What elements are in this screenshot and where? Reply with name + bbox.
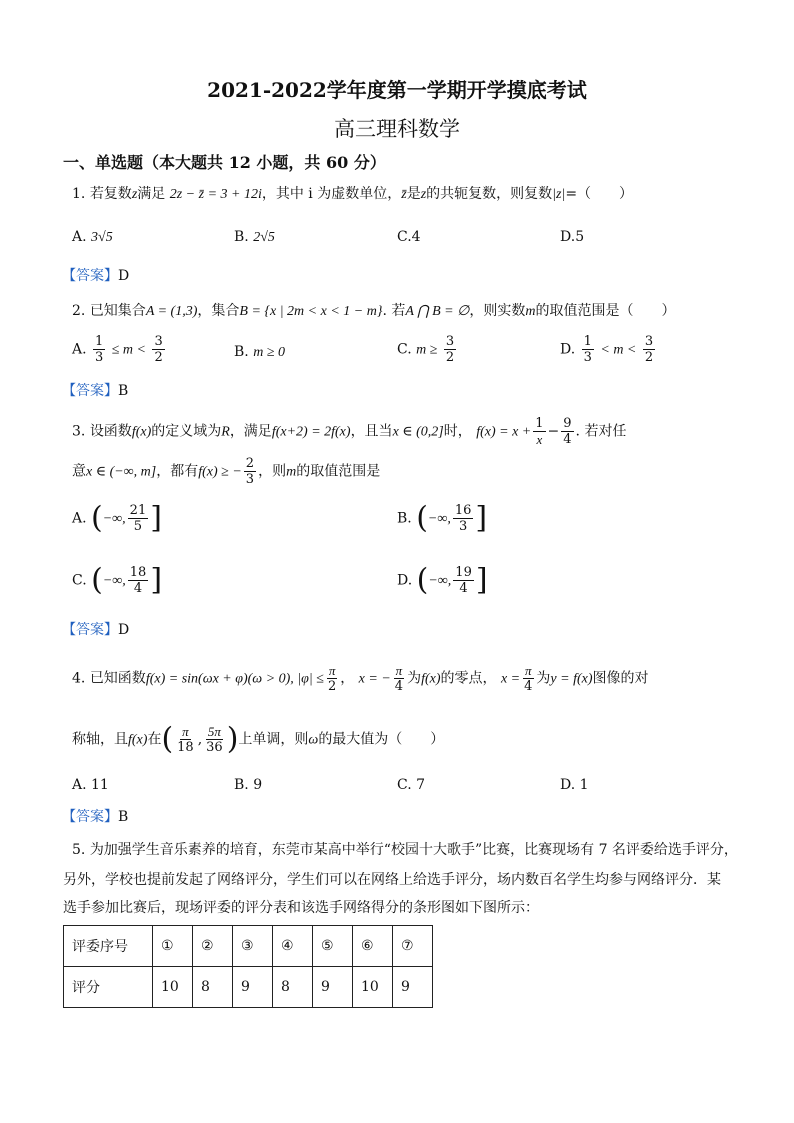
q3-text: . 若对任 — [575, 423, 627, 440]
option-label: B. — [397, 510, 412, 527]
q4-text: 已知函数 — [89, 670, 146, 687]
option-value: 3√5 — [91, 230, 113, 245]
answer-line — [62, 619, 129, 639]
answer-value: D — [118, 622, 130, 638]
q2-set-b: B = {x | 2m < x < 1 − m} — [239, 304, 383, 319]
option-a: A. (−∞, $\frac{21}{5}$ ] — [72, 500, 162, 536]
question-number: 1. — [72, 186, 86, 202]
option-value: 7 — [416, 777, 426, 793]
q1-text: 若复数 — [89, 186, 132, 202]
score-cell: 8 — [273, 967, 313, 1008]
q1-var: z — [131, 187, 138, 202]
answer-value: D — [118, 268, 130, 284]
answer-value: B — [118, 809, 129, 825]
q2-text: . 若 — [382, 303, 406, 319]
question-1 — [72, 184, 633, 205]
q4-text: 在 — [147, 731, 162, 748]
q4-text: 为 — [536, 670, 551, 687]
option-a — [72, 777, 109, 793]
q4-text: 图像的对 — [592, 670, 649, 687]
question-2 — [72, 301, 675, 322]
option-label: A. — [72, 510, 87, 527]
option-value: 2√5 — [253, 230, 275, 245]
option-b — [234, 777, 262, 793]
q4-func: f(x) — [128, 732, 148, 748]
option-label: C. — [397, 229, 412, 245]
q3-text: ，且当 — [350, 423, 393, 440]
score-cell: 10 — [353, 967, 393, 1008]
option-value: −∞, — [102, 511, 126, 527]
q3-text: 意 — [72, 463, 86, 480]
q3-inequality: f(x) ≥ − — [198, 464, 242, 480]
option-c — [397, 334, 458, 365]
option-value: −∞, — [427, 511, 451, 527]
answer-line — [62, 380, 128, 400]
fraction: $\frac{1}{x}$ — [535, 416, 544, 447]
q1-text: 是 — [406, 186, 421, 202]
exam-title: 2021-2022学年度第一学期开学摸底考试 — [207, 78, 587, 102]
q2-var: m — [525, 304, 536, 319]
q4-text: 称轴，且 — [72, 731, 128, 748]
fraction: $\frac{18}{4}$ — [129, 565, 147, 596]
fraction: $\frac{9}{4}$ — [563, 416, 572, 447]
q3-equation: f(x) = x + — [476, 424, 532, 440]
q3-text: 设函数 — [89, 423, 132, 440]
q2-text: 的取值范围是（ ） — [535, 303, 676, 319]
section-heading: 一、单选题（本大题共 12 小题，共 60 分） — [63, 153, 386, 172]
score-cell: 8 — [193, 967, 233, 1008]
option-value: m ≥ — [416, 342, 438, 358]
option-value: 9 — [253, 777, 263, 793]
option-label: B. — [234, 777, 249, 793]
q2-text: ，集合 — [197, 303, 240, 319]
judge-number-cell: ⑥ — [353, 926, 393, 967]
fraction: $\frac{\pi}{4}$ — [394, 663, 404, 694]
option-label: A. — [72, 777, 87, 793]
q3-text: 时， — [443, 423, 472, 440]
q3-text: ，满足 — [229, 423, 272, 440]
option-c — [397, 229, 421, 245]
q2-intersection: A ⋂ B = ∅ — [405, 304, 470, 319]
q1-text: 的共轭复数，则复数 — [426, 186, 553, 202]
q1-text: 满足 — [137, 186, 166, 202]
judge-number-cell: ① — [153, 926, 193, 967]
score-cell: 10 — [153, 967, 193, 1008]
q1-text: =（ ） — [565, 186, 634, 202]
fraction: $\frac{5\pi}{36}$ — [206, 724, 223, 755]
fraction: $\frac{19}{4}$ — [455, 565, 472, 596]
table-header-cell: 评分 — [64, 967, 153, 1008]
q3-op: − — [547, 423, 560, 440]
table-row — [64, 967, 433, 1008]
q2-text: 已知集合 — [89, 303, 146, 319]
option-label: B. — [234, 344, 249, 360]
fraction: $\frac{\pi}{2}$ — [327, 663, 337, 694]
q4-text: 的最大值为（ ） — [318, 731, 445, 748]
option-label: C. — [397, 777, 412, 793]
fraction: $\frac{1}{3}$ — [95, 334, 104, 365]
question-number: 5. — [72, 842, 86, 858]
option-label: A. — [72, 229, 87, 245]
answer-tag: 【答案】 — [62, 809, 118, 825]
question-3 — [72, 416, 626, 447]
q3-equation: f(x+2) = 2f(x) — [271, 424, 351, 440]
option-label: D. — [397, 572, 413, 589]
question-4-line2: 称轴，且f(x)在( $\frac{\pi}{18}$ , $\frac{5\pi}{36}$ )上单调，则ω的最大值为（ ） — [72, 721, 445, 757]
fraction: $\frac{2}{3}$ — [245, 456, 255, 487]
q4-func: f(x) — [421, 671, 441, 687]
q4-omega: ω — [308, 732, 319, 748]
option-label: D. — [560, 341, 576, 358]
q2-set-a: A = (1,3) — [145, 304, 198, 319]
fraction: $\frac{\pi}{18}$ — [177, 724, 194, 755]
option-label: D. — [560, 229, 576, 245]
option-value: 4 — [411, 229, 421, 245]
option-label: C. — [397, 341, 412, 358]
option-c: C. (−∞, $\frac{18}{4}$ ] — [72, 562, 163, 598]
q3-text: ，都有 — [156, 463, 199, 480]
judge-number-cell: ⑦ — [393, 926, 433, 967]
q1-var: z — [420, 187, 427, 202]
option-value: −∞, — [102, 573, 126, 589]
option-value: 5 — [575, 229, 585, 245]
subject-title: 高三理科数学 — [334, 117, 460, 141]
q5-line3: 选手参加比赛后，现场评委的评分表和该选手网络得分的条形图如下图所示： — [63, 900, 539, 916]
q4-text: 的零点， — [440, 670, 497, 687]
option-b — [234, 344, 285, 361]
q3-text: 的定义域为 — [151, 423, 222, 440]
table-header-cell: 评委序号 — [64, 926, 153, 967]
answer-line — [62, 265, 129, 285]
fraction: $\frac{\pi}{4}$ — [524, 663, 533, 694]
answer-value: B — [118, 383, 129, 399]
option-label: B. — [234, 229, 249, 245]
q5-line2: 另外，学校也提前发起了网络评分，学生们可以在网络上给选手评分，场内数百名学生均参与网络评分．某 — [63, 872, 721, 888]
q2-text: ，则实数 — [469, 303, 526, 319]
judge-number-cell: ③ — [233, 926, 273, 967]
option-value: m ≥ 0 — [253, 345, 285, 360]
fraction: $\frac{3}{2}$ — [445, 334, 455, 365]
option-c — [397, 777, 425, 793]
option-b: B. (−∞, $\frac{16}{3}$ ] — [397, 500, 488, 536]
fraction: $\frac{21}{5}$ — [129, 503, 147, 534]
q1-zbar: z̄ — [401, 187, 407, 202]
question-4 — [72, 663, 649, 694]
q3-condition: x ∈ (−∞, m] — [86, 464, 157, 480]
option-value: < m < — [600, 342, 637, 358]
fraction: $\frac{1}{3}$ — [583, 334, 592, 365]
score-cell: 9 — [233, 967, 273, 1008]
judge-score-table — [63, 925, 433, 1008]
fraction: $\frac{3}{2}$ — [644, 334, 654, 365]
q3-func: f(x) — [131, 424, 152, 440]
table-row — [64, 926, 433, 967]
q3-text: ，则 — [258, 463, 287, 480]
q4-zero: x = − — [358, 671, 391, 687]
question-5 — [72, 840, 738, 860]
q5-text: 为加强学生音乐素养的培育，东莞市某高中举行“校园十大歌手”比赛，比赛现场有 7 名评委给选手评分， — [89, 842, 738, 858]
option-label: D. — [560, 777, 576, 793]
option-value: ≤ m < — [111, 342, 146, 358]
question-3-line2 — [72, 456, 380, 487]
option-label: A. — [72, 341, 87, 358]
q4-text: 上单调，则 — [238, 731, 309, 748]
q3-text: 的取值范围是 — [296, 463, 381, 480]
option-a — [72, 334, 167, 365]
option-value: 11 — [91, 777, 109, 793]
fraction: $\frac{16}{3}$ — [454, 503, 472, 534]
q4-text: ， — [340, 670, 355, 687]
option-d — [560, 334, 657, 365]
answer-tag: 【答案】 — [62, 268, 118, 284]
q1-equation: 2z − z̄ = 3 + 12i — [169, 187, 262, 202]
q1-text: ，其中 i 为虚数单位， — [261, 186, 402, 202]
option-b — [234, 229, 275, 246]
option-d — [560, 777, 589, 793]
q4-graph: y = f(x) — [550, 671, 593, 687]
option-value: 1 — [579, 777, 589, 793]
question-number: 3. — [72, 423, 86, 440]
option-a — [72, 229, 113, 246]
question-number: 2. — [72, 303, 86, 319]
fraction: $\frac{3}{2}$ — [154, 334, 163, 365]
q3-var: m — [286, 464, 297, 480]
option-label: C. — [72, 572, 87, 589]
score-cell: 9 — [313, 967, 353, 1008]
option-value: −∞, — [428, 573, 452, 589]
score-cell: 9 — [393, 967, 433, 1008]
q4-function: f(x) = sin(ωx + φ)(ω > 0), |φ| ≤ — [145, 671, 324, 687]
option-d — [560, 229, 584, 245]
q3-condition: x ∈ (0,2] — [392, 424, 444, 440]
question-number: 4. — [72, 670, 86, 687]
answer-line — [62, 806, 128, 826]
q3-domain: R — [221, 424, 230, 440]
answer-tag: 【答案】 — [62, 383, 118, 399]
q4-axis: x = — [500, 671, 521, 687]
answer-tag: 【答案】 — [62, 622, 118, 638]
judge-number-cell: ② — [193, 926, 233, 967]
q4-text: 为 — [407, 670, 422, 687]
judge-number-cell: ④ — [273, 926, 313, 967]
judge-number-cell: ⑤ — [313, 926, 353, 967]
option-d: D. (−∞, $\frac{19}{4}$ ] — [397, 562, 488, 598]
q1-modulus: |z| — [552, 187, 566, 202]
